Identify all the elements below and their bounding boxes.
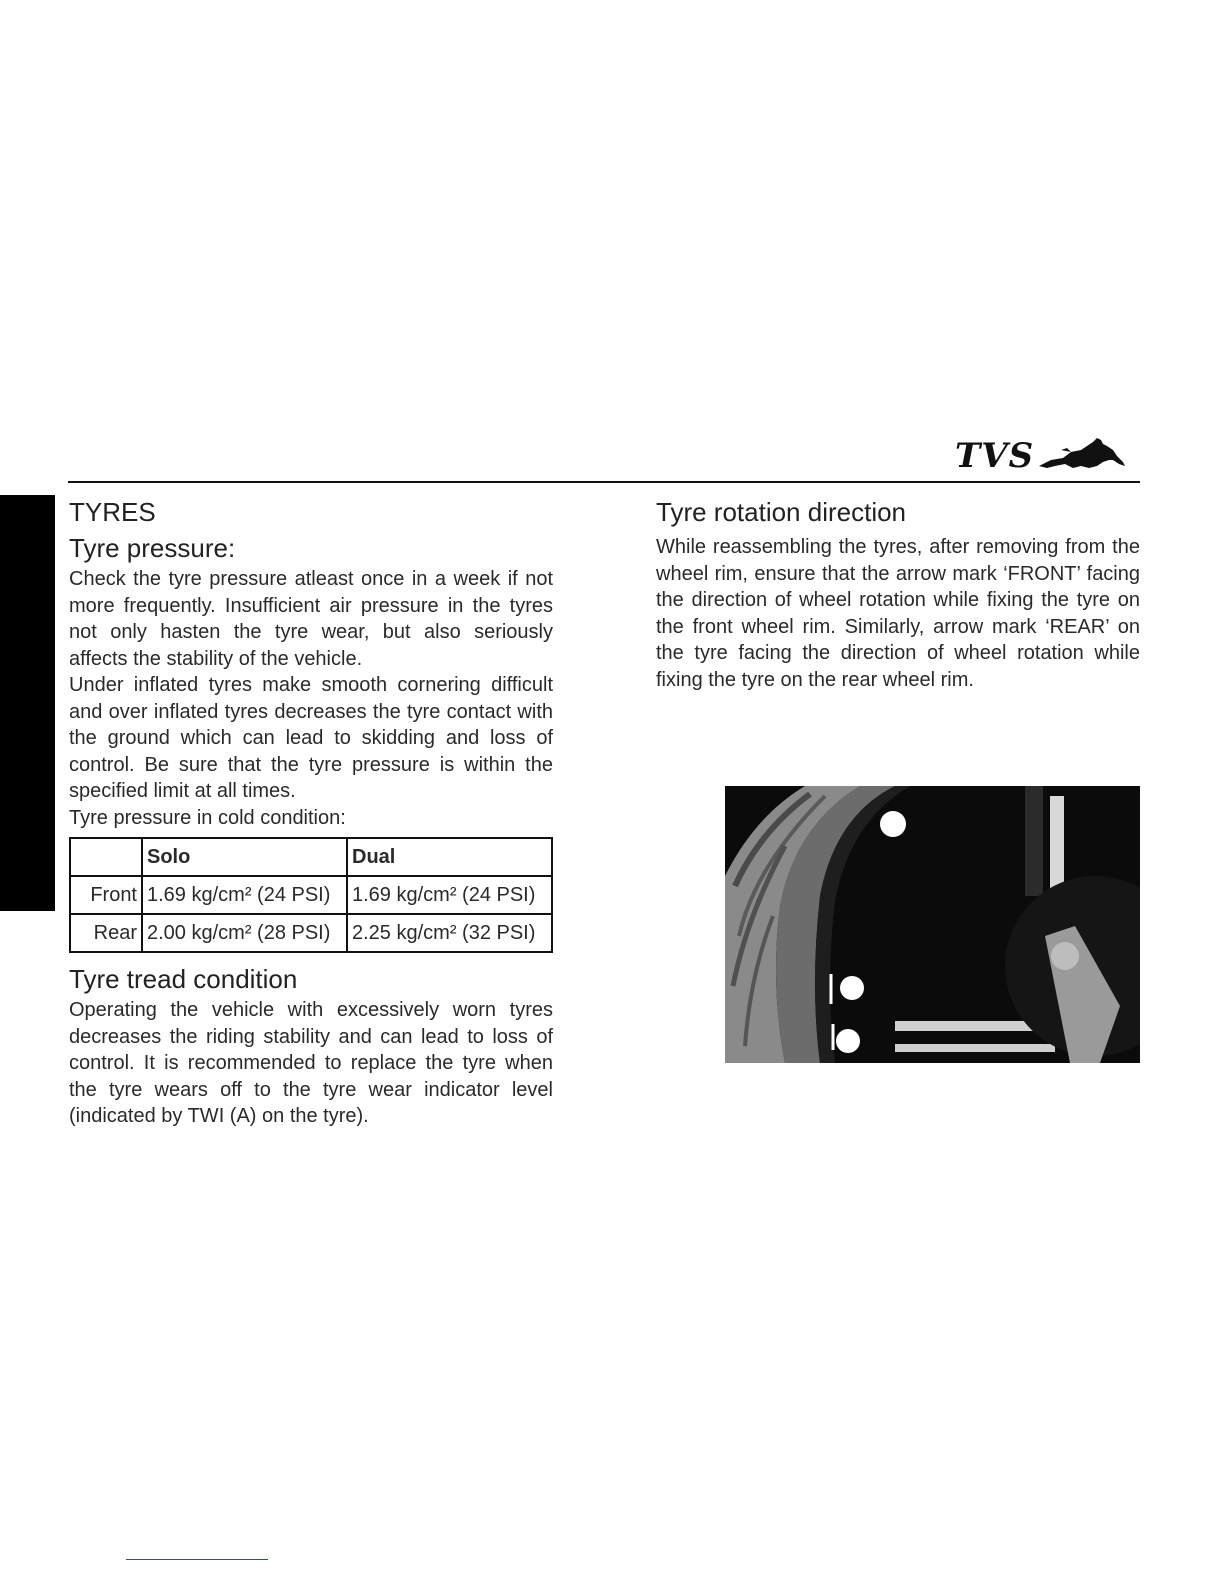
table-row-label: Front bbox=[70, 876, 142, 914]
pressure-paragraph-1: Check the tyre pressure atleast once in a week if not more frequently. Insufficient air pressure in the tyres not only hasten the tyre wear, but also seriously affects the stability of the vehicle. bbox=[69, 568, 553, 670]
table-row bbox=[70, 914, 552, 952]
table-row bbox=[70, 876, 552, 914]
table-header-cell bbox=[70, 838, 142, 876]
table-header-solo: Solo bbox=[142, 838, 347, 876]
section-tab-marker bbox=[0, 495, 55, 911]
rotation-paragraph: While reassembling the tyres, after removing from the wheel rim, ensure that the arrow mark ‘FRONT’ facing the direction of wheel rotation while fixing the tyre on the front wheel rim. Similarly, arrow mark ‘REAR’ on the tyre facing the direction of wheel rotation while fixing the tyre on the rear wheel rim. bbox=[656, 536, 1140, 691]
table-cell: 1.69 kg/cm² (24 PSI) bbox=[347, 876, 552, 914]
tyre-pressure-table bbox=[69, 837, 553, 953]
tyre-wheel-photo bbox=[725, 786, 1140, 1063]
table-cell: 2.25 kg/cm² (32 PSI) bbox=[347, 914, 552, 952]
horse-icon bbox=[1037, 436, 1129, 472]
tread-condition-heading: Tyre tread condition bbox=[69, 964, 298, 994]
right-column bbox=[656, 494, 1140, 693]
left-column bbox=[69, 494, 553, 1130]
table-row-label: Rear bbox=[70, 914, 142, 952]
brand-logo-text: TVS bbox=[955, 436, 1035, 476]
cold-condition-label: Tyre pressure in cold condition: bbox=[69, 806, 346, 829]
pressure-paragraph-2: Under inflated tyres make smooth cornering difficult and over inflated tyres decreases the tyre contact with the ground which can lead to skidding and loss of control. Be sure that the tyre pressure is within the specified limit at all times. bbox=[69, 674, 553, 802]
table-header-dual: Dual bbox=[347, 838, 552, 876]
footer-link-line bbox=[126, 1559, 268, 1560]
tyre-pressure-heading: Tyre pressure: bbox=[69, 533, 236, 563]
brand-logo bbox=[955, 432, 1145, 476]
table-cell: 2.00 kg/cm² (28 PSI) bbox=[142, 914, 347, 952]
tyre-wheel-illustration bbox=[725, 786, 1140, 1063]
table-cell: 1.69 kg/cm² (24 PSI) bbox=[142, 876, 347, 914]
tread-paragraph: Operating the vehicle with excessively worn tyres decreases the riding stability and can lead to loss of control. It is recommended to replace the tyre when the tyre wears off to the tyre wear indicator level (indicated by TWI (A) on the tyre). bbox=[69, 999, 553, 1127]
table-header-row bbox=[70, 838, 552, 876]
header-rule bbox=[68, 481, 1140, 483]
rotation-direction-heading: Tyre rotation direction bbox=[656, 497, 907, 527]
section-title: TYRES bbox=[69, 497, 156, 527]
